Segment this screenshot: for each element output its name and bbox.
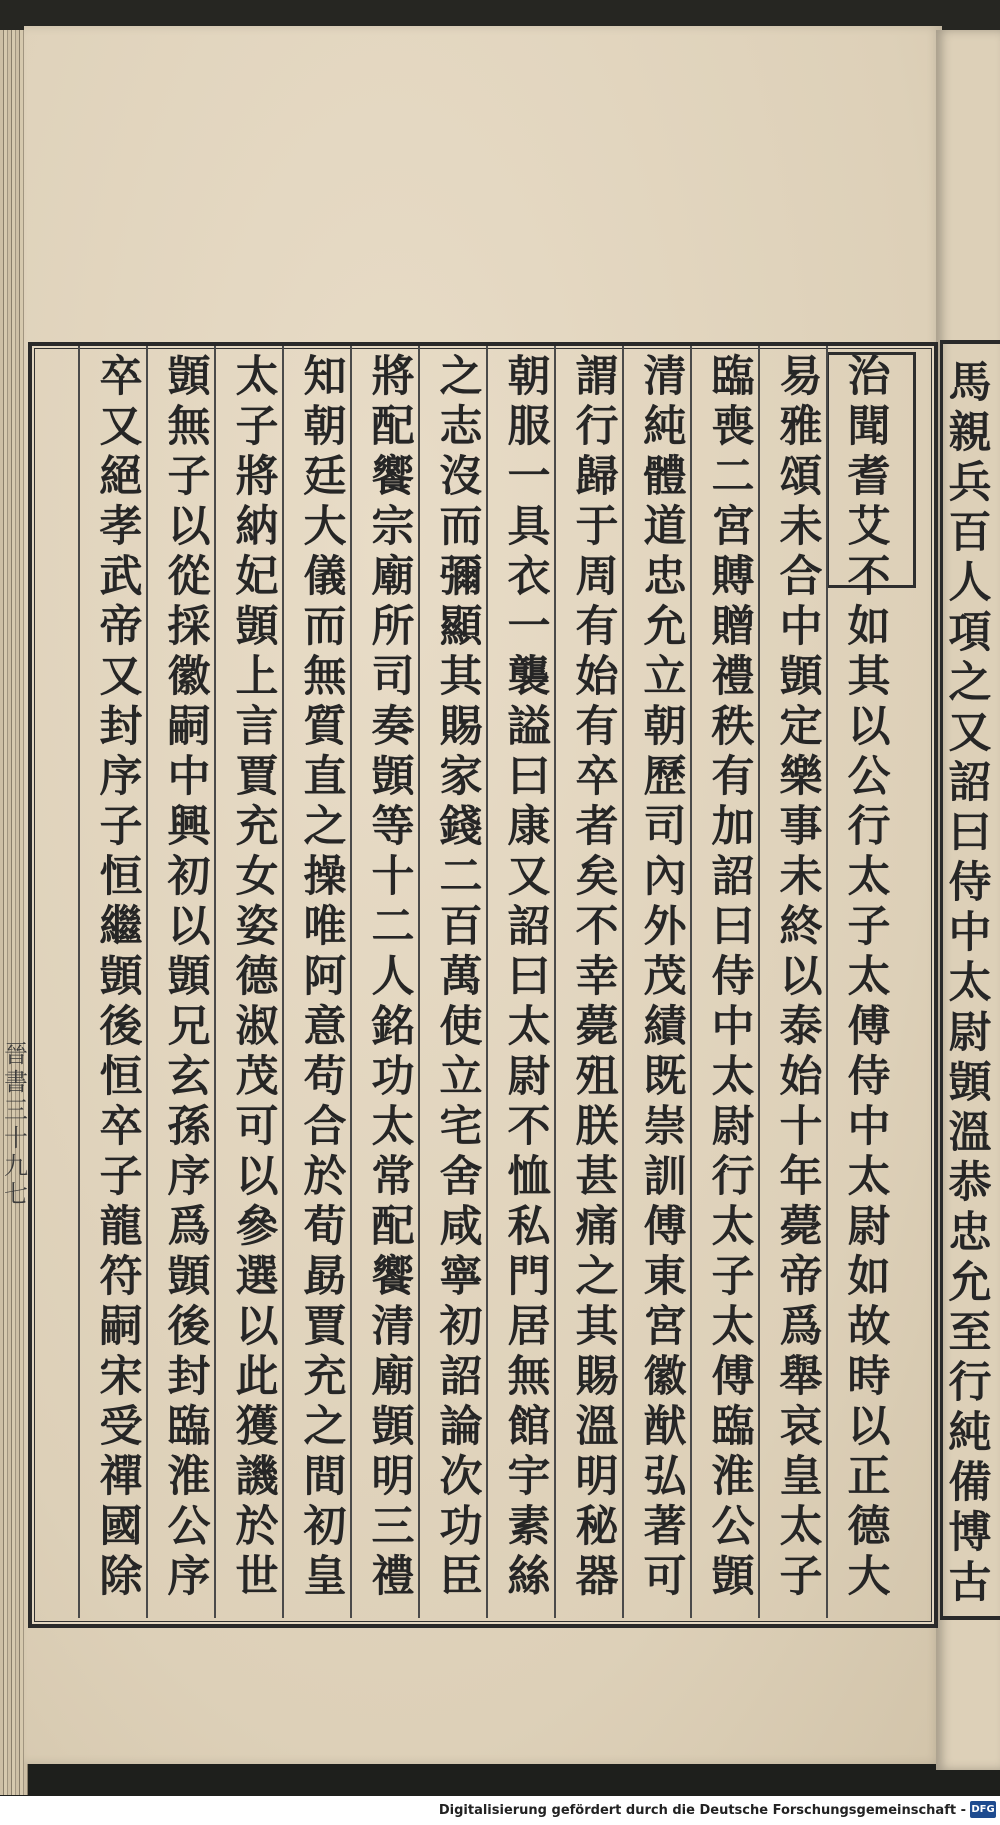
text-column: 將 配 饗 宗 廟 所 司 奏 顗 等 十 二 人 銘 功 太 常 配 饗 清 廟 顗 明 三 禮 — [371, 352, 415, 1602]
text-column: 謂 行 歸 于 周 有 始 有 卒 者 矣 不 幸 薨 殂 朕 甚 痛 之 其 賜 溫 明 秘 器 — [575, 352, 619, 1602]
margin-title: 晉 書 三 十 九 七 — [4, 1040, 28, 1208]
text-column: 卒 又 絕 孝 武 帝 又 封 序 子 恒 繼 顗 後 恒 卒 子 龍 符 嗣 宋 受 禪 國 除 — [99, 352, 143, 1602]
footer-credit: Digitalisierung gefördert durch die Deutsche Forschungsgemeinschaft - — [438, 1803, 966, 1818]
text-column: 臨 喪 二 宮 賻 贈 禮 秩 有 加 詔 曰 侍 中 太 尉 行 太 子 太 傅 臨 淮 公 顗 — [711, 352, 755, 1602]
text-column: 太 子 將 納 妃 顗 上 言 賈 充 女 姿 德 淑 茂 可 以 參 選 以 此 獲 譏 於 世 — [235, 352, 279, 1602]
text-column: 治 聞 耆 艾 不 如 其 以 公 行 太 子 太 傅 侍 中 太 尉 如 故 時 以 正 德 大 — [847, 352, 891, 1602]
dfg-logo: DFG — [970, 1801, 996, 1818]
text-column: 清 純 體 道 忠 允 立 朝 歷 司 內 外 茂 績 既 崇 訓 傅 東 宮 徽 猷 弘 著 可 — [643, 352, 687, 1602]
text-column: 易 雅 頌 未 合 中 顗 定 樂 事 未 終 以 泰 始 十 年 薨 帝 爲 舉 哀 皇 太 子 — [779, 352, 823, 1602]
text-column: 顗 無 子 以 從 採 徽 嗣 中 興 初 以 顗 兄 玄 孫 序 爲 顗 後 封 臨 淮 公 序 — [167, 352, 211, 1602]
footer-bar — [0, 1796, 1000, 1825]
text-column: 知 朝 廷 大 儀 而 無 質 直 之 操 唯 阿 意 苟 合 於 荀 勗 賈 充 之 間 初 皇 — [303, 352, 347, 1602]
facing-page-column: 馬 親 兵 百 人 項 之 又 詔 曰 侍 中 太 尉 顗 溫 恭 忠 允 至 行 純 備 博 古 — [948, 358, 992, 1608]
text-column: 朝 服 一 具 衣 一 襲 謚 曰 康 又 詔 曰 太 尉 不 恤 私 門 居 無 館 宇 素 絲 — [507, 352, 551, 1602]
text-column: 之 志 沒 而 彌 顯 其 賜 家 錢 二 百 萬 使 立 宅 舍 咸 寧 初 詔 論 次 功 臣 — [439, 352, 483, 1602]
column-rule — [78, 346, 80, 1618]
